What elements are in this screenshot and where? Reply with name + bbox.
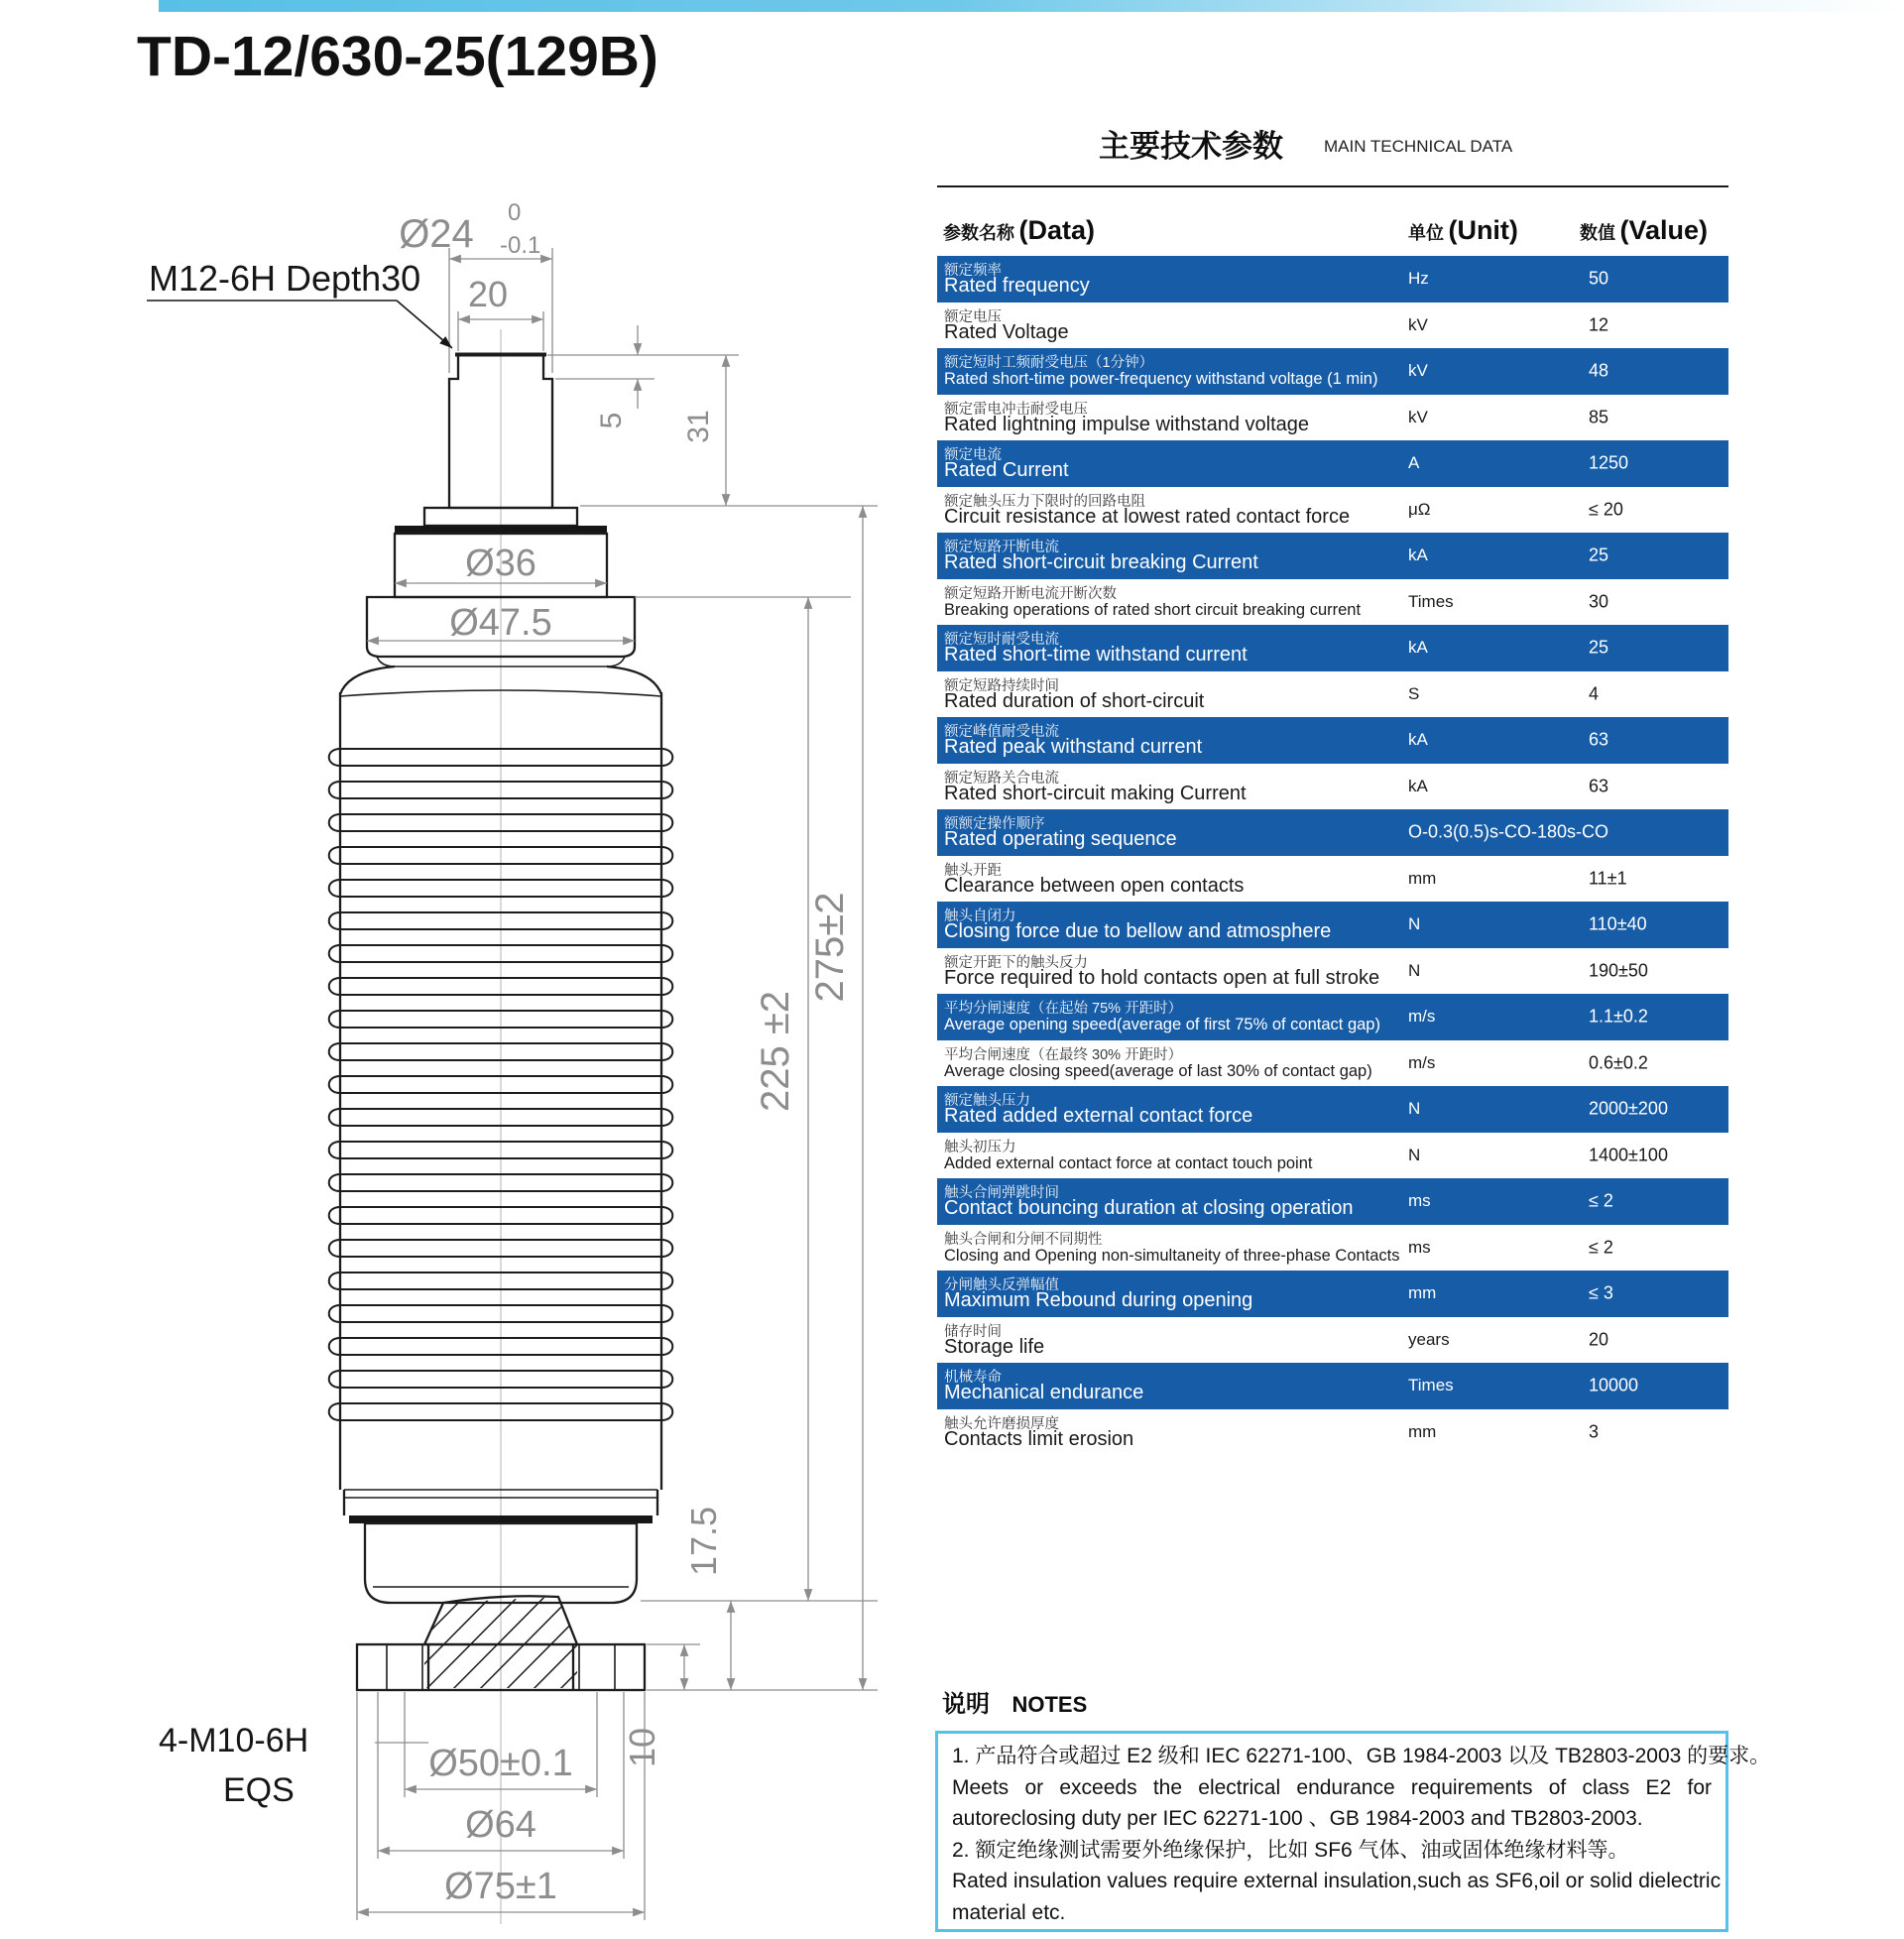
param-name-cn: 平均合闸速度（在最终 30% 开距时） <box>944 1046 1183 1063</box>
callout-labels <box>149 258 420 1809</box>
param-name-en: Storage life <box>944 1335 1045 1358</box>
param-unit: kV <box>1408 407 1428 426</box>
param-name-cn: 额定频率 <box>944 263 1002 279</box>
notes-heading-en: NOTES <box>1012 1692 1088 1717</box>
table-row <box>937 348 1728 395</box>
note-line: 2. 额定绝缘测试需要外绝缘保护，比如 SF6 气体、油或固体绝缘材料等。 <box>952 1838 1629 1862</box>
param-name-en: Average closing speed(average of last 30% of contact gap) <box>944 1061 1372 1080</box>
param-name-cn: 触头初压力 <box>944 1139 1016 1155</box>
param-value: 1.1±0.2 <box>1589 1006 1648 1027</box>
column-header-unit-cn: 单位 <box>1408 223 1444 243</box>
dim-dia75: Ø75±1 <box>444 1866 557 1907</box>
param-value: 3 <box>1589 1421 1600 1442</box>
param-name-en: Rated Voltage <box>944 320 1069 343</box>
param-name-en: Force required to hold contacts open at full stroke <box>944 966 1380 989</box>
param-name-cn: 额定电压 <box>944 308 1002 325</box>
dim-dia47-5: Ø47.5 <box>449 602 552 644</box>
param-name-en: Rated Current <box>944 459 1069 481</box>
table-title-en: MAIN TECHNICAL DATA <box>1324 137 1513 156</box>
note-line: material etc. <box>952 1900 1066 1924</box>
dim-dia64: Ø64 <box>465 1804 536 1846</box>
m12-leader <box>147 301 452 348</box>
param-unit: Times <box>1408 591 1454 611</box>
note-line: autoreclosing duty per IEC 62271-100 、GB 1984-2003 and TB2803-2003. <box>952 1807 1643 1830</box>
param-name-cn: 额定短时耐受电流 <box>944 632 1059 648</box>
column-header-unit-en: (Unit) <box>1448 215 1518 245</box>
table-row <box>937 1040 1728 1087</box>
param-name-en: Rated short-circuit breaking Current <box>944 551 1258 573</box>
param-name-en: Added external contact force at contact touch point <box>944 1153 1313 1172</box>
param-value: 25 <box>1589 637 1609 658</box>
param-name-en: Rated peak withstand current <box>944 736 1203 758</box>
param-value: 0.6±0.2 <box>1589 1052 1648 1073</box>
column-header-value-en: (Value) <box>1619 215 1708 245</box>
table-row <box>937 533 1728 579</box>
param-name-cn: 额定短时工频耐受电压（1分钟） <box>944 355 1154 371</box>
param-name-en: Maximum Rebound during opening <box>944 1289 1253 1311</box>
param-value: 85 <box>1589 407 1609 427</box>
param-name-cn: 额定短路开断电流 <box>944 540 1059 555</box>
param-unit: N <box>1408 960 1421 980</box>
param-name-cn: 额额定操作顺序 <box>944 816 1045 832</box>
dim-225: 225 ±2 <box>754 990 797 1113</box>
param-name-en: Rated lightning impulse withstand voltage <box>944 413 1309 435</box>
table-row <box>937 764 1728 810</box>
param-name-cn: 储存时间 <box>944 1323 1002 1340</box>
param-name-en: Rated short-time power-frequency withstand voltage (1 min) <box>944 370 1378 388</box>
param-value: ≤ 2 <box>1589 1190 1613 1211</box>
param-name-cn: 触头合闸和分闸不同期性 <box>944 1231 1103 1248</box>
table-row <box>937 256 1728 303</box>
param-unit: N <box>1408 1099 1421 1119</box>
product-title: TD-12/630-25(129B) <box>137 25 658 88</box>
param-unit: kA <box>1408 638 1428 658</box>
dim-dia24-tol-lower: -0.1 <box>500 232 541 259</box>
technical-drawing <box>0 0 912 1939</box>
param-name-cn: 额定雷电冲击耐受电压 <box>944 401 1088 418</box>
table-row <box>937 303 1728 349</box>
param-name-en: Clearance between open contacts <box>944 874 1245 897</box>
param-name-cn: 机械寿命 <box>944 1370 1002 1386</box>
note-line: Meets or exceeds the electrical endurance requirements of class E2 for <box>952 1775 1712 1799</box>
param-name-en: Rated duration of short-circuit <box>944 689 1205 712</box>
bolt-holes-label2: EQS <box>223 1771 295 1809</box>
param-unit: kA <box>1408 545 1428 565</box>
param-name-cn: 触头自闭力 <box>944 909 1016 924</box>
table-row <box>937 809 1728 856</box>
param-unit: ms <box>1408 1237 1431 1257</box>
param-name-en: Circuit resistance at lowest rated contact force <box>944 505 1351 528</box>
table-column-headers <box>937 196 1728 254</box>
param-name-cn: 额定开距下的触头反力 <box>944 954 1088 971</box>
param-name-cn: 额定触头压力 <box>944 1093 1030 1109</box>
param-value: 10000 <box>1589 1375 1639 1395</box>
param-unit: O-0.3(0.5)s-CO-180s-CO <box>1408 821 1609 842</box>
param-value: ≤ 20 <box>1589 499 1623 520</box>
param-name-en: Breaking operations of rated short circuit breaking current <box>944 600 1362 619</box>
param-unit: ms <box>1408 1191 1431 1211</box>
dimension-labels <box>399 199 852 1907</box>
param-unit: Times <box>1408 1376 1454 1395</box>
table-row <box>937 1271 1728 1317</box>
param-unit: S <box>1408 683 1420 703</box>
tech-table-body <box>937 256 1728 1455</box>
param-name-cn: 触头合闸弹跳时间 <box>944 1185 1059 1201</box>
dim-31: 31 <box>682 410 715 443</box>
table-row <box>937 1363 1728 1409</box>
param-name-cn: 触头开距 <box>944 862 1002 879</box>
param-name-en: Rated short-circuit making Current <box>944 782 1247 804</box>
table-row <box>937 717 1728 764</box>
param-value: 50 <box>1589 268 1609 289</box>
dim-20: 20 <box>467 274 509 314</box>
table-row <box>937 440 1728 487</box>
notes-box <box>935 1731 1771 1932</box>
column-header-data <box>943 215 1095 246</box>
param-value: 1400±100 <box>1589 1145 1668 1165</box>
param-value: 110±40 <box>1589 913 1647 934</box>
m12-thread-label: M12-6H Depth30 <box>149 258 421 299</box>
param-name-cn: 额定峰值耐受电流 <box>944 724 1059 740</box>
param-value: 63 <box>1589 729 1609 750</box>
param-value: 63 <box>1589 776 1609 796</box>
param-name-cn: 额定短路持续时间 <box>944 677 1059 694</box>
param-name-cn: 分闸触头反弹幅值 <box>944 1277 1059 1293</box>
param-name-cn: 额定短路关合电流 <box>944 770 1059 787</box>
dim-275: 275±2 <box>808 892 852 1003</box>
table-row <box>937 1178 1728 1225</box>
table-row <box>937 671 1728 718</box>
param-value: 30 <box>1589 591 1609 612</box>
table-title-cn: 主要技术参数 <box>1099 129 1283 164</box>
dim-5: 5 <box>595 412 628 429</box>
param-value: ≤ 2 <box>1589 1237 1613 1258</box>
param-value: 1250 <box>1589 452 1629 473</box>
table-row <box>937 948 1728 995</box>
notes-heading-cn: 说明 <box>942 1691 990 1718</box>
table-row <box>937 487 1728 534</box>
param-name-en: Contacts limit erosion <box>944 1427 1134 1450</box>
param-value: 20 <box>1589 1329 1609 1350</box>
param-name-en: Closing and Opening non-simultaneity of three-phase Contacts <box>944 1246 1400 1265</box>
param-unit: N <box>1408 914 1421 934</box>
note-line: 1. 产品符合或超过 E2 级和 IEC 62271-100、GB 1984-2003 以及 TB2803-2003 的要求。 <box>952 1745 1771 1767</box>
param-value: 48 <box>1589 360 1609 381</box>
param-unit: m/s <box>1408 1052 1436 1072</box>
param-unit: kV <box>1408 361 1428 381</box>
param-name-cn: 触头允许磨损厚度 <box>944 1415 1059 1432</box>
param-value: 25 <box>1589 545 1609 565</box>
dim-dia36: Ø36 <box>465 543 536 584</box>
param-name-en: Closing force due to bellow and atmosphere <box>944 920 1332 942</box>
dimension-lines <box>357 248 878 1920</box>
param-name-cn: 平均分闸速度（在起始 75% 开距时） <box>944 1001 1183 1017</box>
param-unit: mm <box>1408 868 1437 888</box>
table-row <box>937 579 1728 626</box>
column-header-data-en: (Data) <box>1018 215 1095 245</box>
param-name-cn: 额定电流 <box>944 447 1002 463</box>
param-name-en: Rated frequency <box>944 275 1090 297</box>
column-header-data-cn: 参数名称 <box>943 223 1014 243</box>
column-header-value <box>1580 215 1708 246</box>
param-value: 4 <box>1589 683 1600 704</box>
param-value: 12 <box>1589 314 1609 335</box>
table-row <box>937 902 1728 948</box>
param-value: ≤ 3 <box>1589 1282 1613 1303</box>
column-header-value-cn: 数值 <box>1580 223 1615 243</box>
table-row <box>937 395 1728 441</box>
param-name-en: Rated added external contact force <box>944 1105 1253 1127</box>
note-line: Rated insulation values require external insulation,such as SF6,oil or solid dielectric <box>952 1870 1722 1892</box>
notes-heading <box>942 1684 1087 1719</box>
param-name-en: Contact bouncing duration at closing operation <box>944 1197 1354 1219</box>
table-row <box>937 625 1728 671</box>
table-row <box>937 1086 1728 1133</box>
column-header-unit <box>1408 215 1518 246</box>
param-unit: Hz <box>1408 269 1429 289</box>
param-name-en: Average opening speed(average of first 75% of contact gap) <box>944 1016 1380 1033</box>
param-unit: mm <box>1408 1283 1437 1303</box>
bolt-holes-label: 4-M10-6H <box>159 1722 309 1759</box>
table-title-underline <box>937 185 1728 187</box>
table-row <box>937 856 1728 903</box>
param-value: 2000±200 <box>1589 1098 1668 1119</box>
param-unit: m/s <box>1408 1007 1436 1027</box>
table-row <box>937 1225 1728 1272</box>
param-unit: A <box>1408 453 1420 473</box>
param-name-cn: 额定短路开断电流开断次数 <box>944 585 1117 602</box>
param-unit: kA <box>1408 730 1428 750</box>
table-row <box>937 1133 1728 1179</box>
dim-10: 10 <box>622 1727 662 1768</box>
param-value: 11±1 <box>1589 868 1627 889</box>
param-name-en: Rated operating sequence <box>944 828 1177 850</box>
table-row <box>937 1317 1728 1364</box>
dim-dia24-tol-upper: 0 <box>508 199 522 226</box>
dim-17-5: 17.5 <box>683 1506 724 1577</box>
param-unit: years <box>1408 1329 1450 1349</box>
param-name-en: Mechanical endurance <box>944 1382 1144 1403</box>
param-unit: kV <box>1408 314 1428 334</box>
param-unit: mm <box>1408 1421 1437 1441</box>
param-name-en: Rated short-time withstand current <box>944 644 1248 666</box>
param-unit: μΩ <box>1408 499 1431 519</box>
dim-dia50: Ø50±0.1 <box>428 1743 573 1784</box>
dim-dia24: Ø24 <box>399 212 474 256</box>
param-value: 190±50 <box>1589 960 1648 981</box>
table-row <box>937 994 1728 1040</box>
param-unit: kA <box>1408 776 1428 795</box>
table-row <box>937 1409 1728 1456</box>
param-name-cn: 额定触头压力下限时的回路电阻 <box>944 493 1145 510</box>
interrupter-outline <box>329 355 799 1699</box>
param-unit: N <box>1408 1145 1421 1164</box>
